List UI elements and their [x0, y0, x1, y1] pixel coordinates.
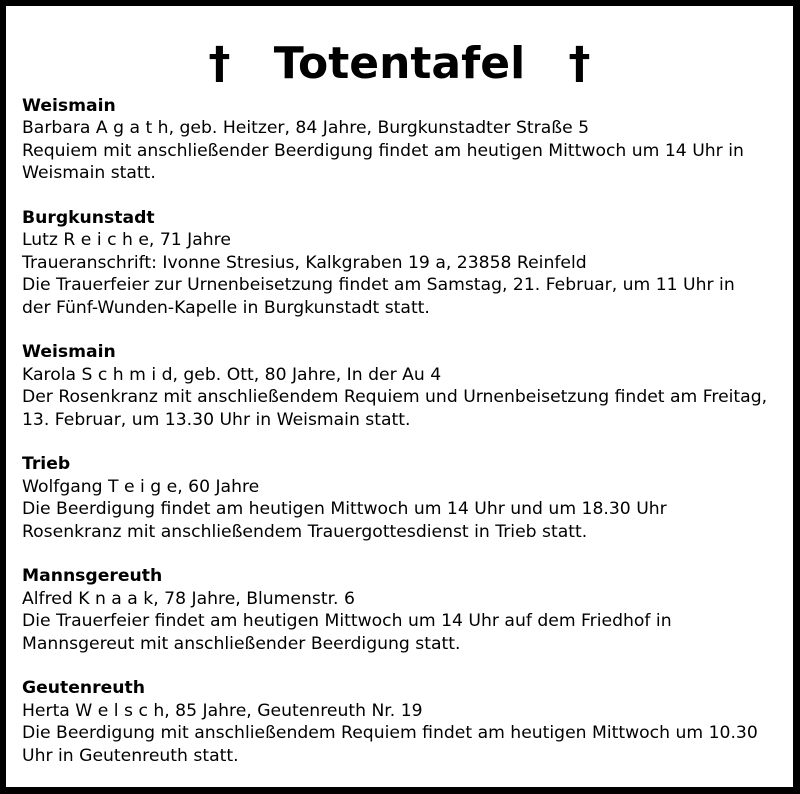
obituary-entry: [22, 453, 777, 543]
entry-text-line: Die Trauerfeier findet am heutigen Mittwoch um 14 Uhr auf dem Friedhof in: [22, 611, 672, 632]
entry-text-line: Die Trauerfeier zur Urnenbeisetzung findet am Samstag, 21. Februar, um 11 Uhr in: [22, 275, 735, 296]
obituary-entry: [22, 207, 777, 319]
entry-text-line: 13. Februar, um 13.30 Uhr in Weismain statt.: [22, 409, 411, 430]
entry-person: Alfred K n a a k, 78 Jahre, Blumenstr. 6: [22, 588, 355, 609]
entry-person: Karola S c h m i d, geb. Ott, 80 Jahre, In der Au 4: [22, 364, 442, 385]
obituary-entry: [22, 95, 777, 185]
page-title: [6, 34, 793, 94]
obituary-entry: [22, 565, 777, 655]
entry-text-line: Die Beerdigung findet am heutigen Mittwoch um 14 Uhr und um 18.30 Uhr: [22, 499, 667, 520]
entry-text-line: Der Rosenkranz mit anschließendem Requiem und Urnenbeisetzung findet am Freitag,: [22, 387, 768, 408]
cross-icon: †: [568, 38, 591, 89]
entry-person: Wolfgang T e i g e, 60 Jahre: [22, 476, 260, 497]
cross-icon: †: [208, 38, 231, 89]
entry-text-line: Mannsgereut mit anschließender Beerdigung statt.: [22, 633, 461, 654]
entry-text-line: Weismain statt.: [22, 163, 156, 184]
entry-place: Weismain: [22, 96, 116, 116]
entry-person: Lutz R e i c h e, 71 Jahre: [22, 230, 231, 251]
entry-person: Herta W e l s c h, 85 Jahre, Geutenreuth Nr. 19: [22, 700, 423, 721]
entry-text-line: Requiem mit anschließender Beerdigung findet am heutigen Mittwoch um 14 Uhr in: [22, 140, 744, 161]
entry-text-line: Traueranschrift: Ivonne Stresius, Kalkgraben 19 a, 23858 Reinfeld: [22, 252, 587, 273]
entry-person: Barbara A g a t h, geb. Heitzer, 84 Jahre, Burgkunstadter Straße 5: [22, 118, 590, 139]
entry-place: Mannsgereuth: [22, 566, 163, 587]
entry-text-line: Rosenkranz mit anschließendem Trauergottesdienst in Trieb statt.: [22, 521, 588, 542]
entry-place: Trieb: [22, 454, 71, 475]
entry-text-line: Uhr in Geutenreuth statt.: [22, 745, 239, 766]
entry-text-line: der Fünf-Wunden-Kapelle in Burgkunstadt statt.: [22, 297, 430, 318]
obituary-list: [22, 95, 777, 790]
obituary-entry: [22, 341, 777, 431]
entry-text-line: Die Beerdigung mit anschließendem Requiem findet am heutigen Mittwoch um 10.30: [22, 723, 758, 744]
entry-place: Weismain: [22, 342, 116, 363]
title-text: Totentafel: [273, 38, 526, 89]
entry-place: Burgkunstadt: [22, 208, 155, 229]
entry-place: Geutenreuth: [22, 678, 145, 699]
obituary-entry: [22, 677, 777, 767]
